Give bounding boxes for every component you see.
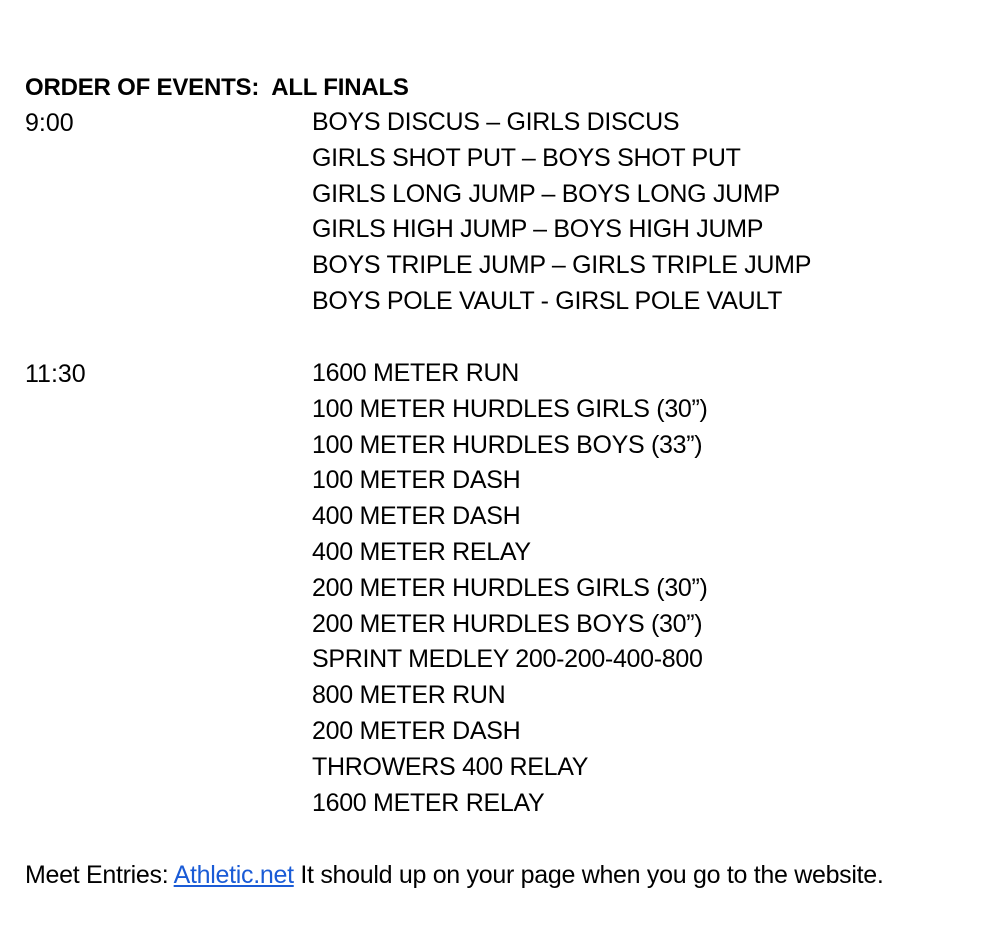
session-time: 9:00 [25, 109, 74, 137]
event-item: BOYS TRIPLE JUMP – GIRLS TRIPLE JUMP [312, 251, 812, 280]
page-title: ORDER OF EVENTS: ALL FINALS [25, 74, 409, 101]
event-item: 1600 METER RELAY [312, 788, 545, 817]
meet-entries-note [25, 857, 884, 893]
event-item: 200 METER HURDLES GIRLS (30”) [312, 573, 708, 602]
event-item: 200 METER HURDLES BOYS (30”) [312, 609, 703, 638]
meet-entries-text: It should up on your page when you go to the website. [293, 861, 884, 889]
meet-entries-label: Meet Entries: [25, 861, 174, 889]
event-list [312, 105, 811, 320]
event-item: GIRLS LONG JUMP – BOYS LONG JUMP [312, 179, 780, 208]
event-item: BOYS DISCUS – GIRLS DISCUS [312, 108, 680, 136]
event-item: 100 METER HURDLES GIRLS (30”) [312, 394, 708, 423]
event-item: BOYS POLE VAULT - GIRSL POLE VAULT [312, 286, 783, 315]
event-item: GIRLS HIGH JUMP – BOYS HIGH JUMP [312, 215, 764, 244]
session-time: 11:30 [25, 360, 86, 388]
event-item: 800 METER RUN [312, 681, 506, 710]
event-item: 400 METER RELAY [312, 537, 531, 566]
event-item: 200 METER DASH [312, 716, 521, 745]
event-item: SPRINT MEDLEY 200-200-400-800 [312, 645, 703, 674]
event-item: 100 METER DASH [312, 466, 521, 495]
event-item: 400 METER DASH [312, 502, 521, 531]
event-list [312, 356, 708, 821]
event-item: GIRLS SHOT PUT – BOYS SHOT PUT [312, 143, 741, 172]
event-item: 1600 METER RUN [312, 359, 519, 387]
event-item: THROWERS 400 RELAY [312, 752, 589, 781]
athletic-net-link[interactable]: Athletic.net [173, 861, 294, 889]
event-item: 100 METER HURDLES BOYS (33”) [312, 430, 703, 459]
